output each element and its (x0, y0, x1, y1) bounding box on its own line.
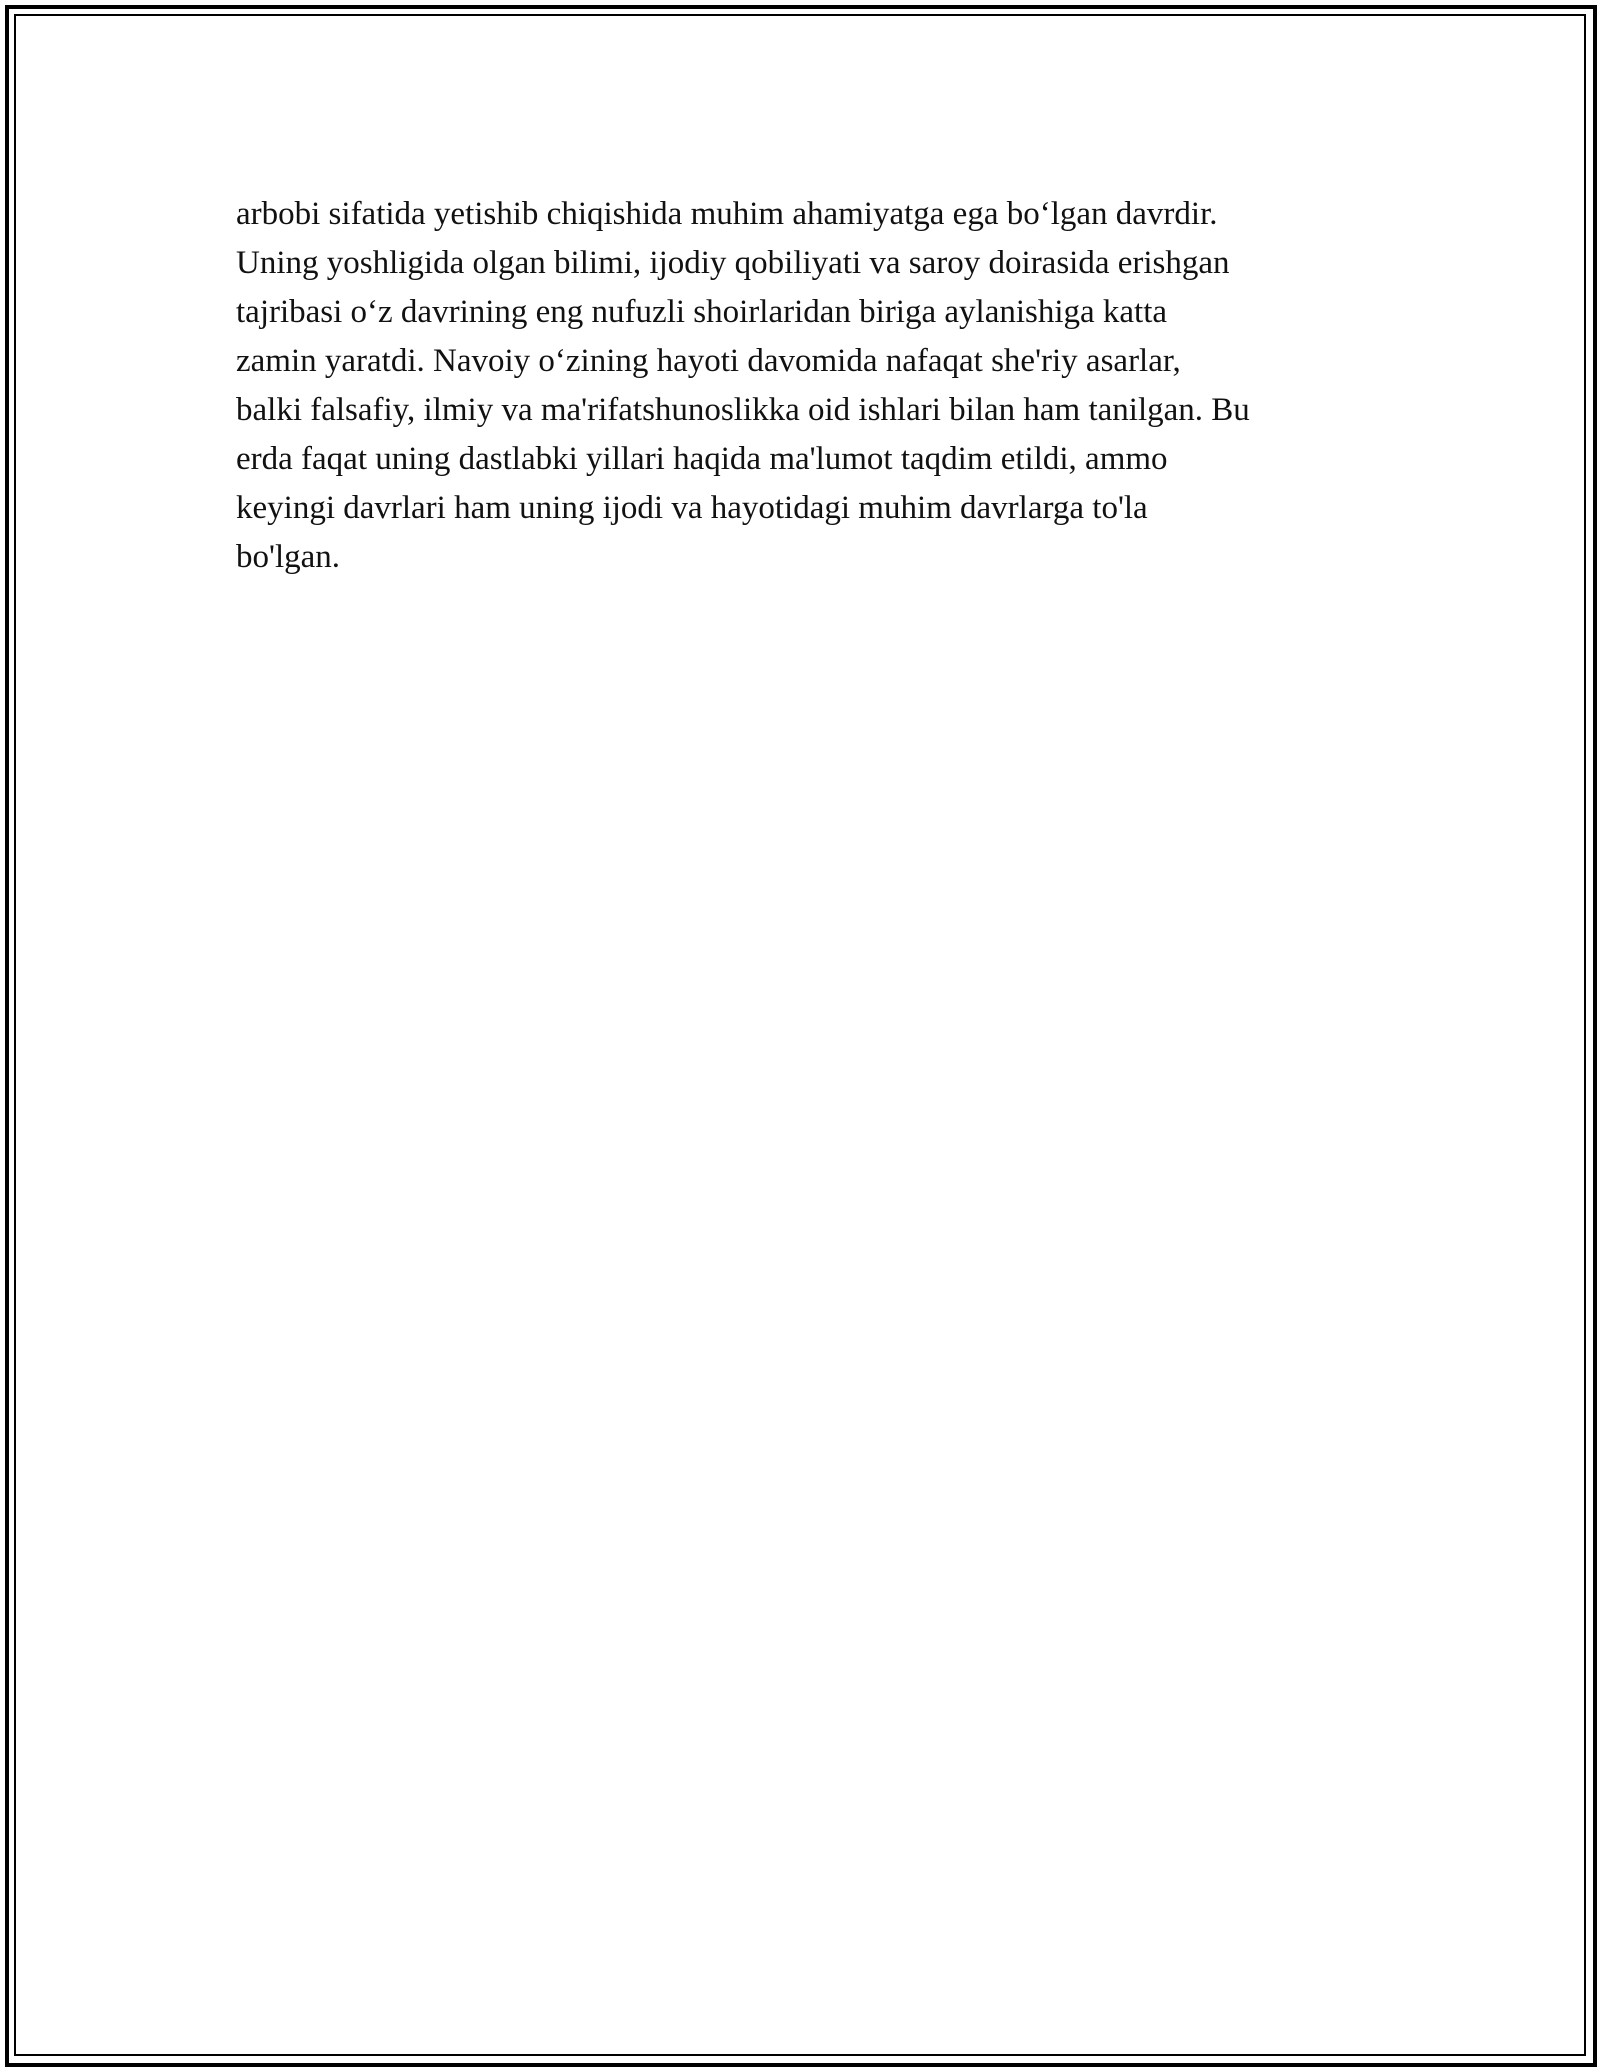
paragraph-line: zamin yaratdi. Navoiy o‘zining hayoti davomida nafaqat she'riy asarlar, (236, 343, 1181, 379)
body-paragraph (236, 190, 1386, 582)
paragraph-line: erda faqat uning dastlabki yillari haqida ma'lumot taqdim etildi, ammo (236, 441, 1168, 477)
paragraph-line: balki falsafiy, ilmiy va ma'rifatshunoslikka oid ishlari bilan ham tanilgan. Bu (236, 392, 1250, 428)
paragraph-line: keyingi davrlari ham uning ijodi va hayotidagi muhim davrlarga to'la (236, 490, 1148, 526)
paragraph-line: bo'lgan. (236, 539, 341, 575)
paragraph-line: arbobi sifatida yetishib chiqishida muhim ahamiyatga ega bo‘lgan davrdir. (236, 196, 1218, 232)
paragraph-line: Uning yoshligida olgan bilimi, ijodiy qobiliyati va saroy doirasida erishgan (236, 245, 1230, 281)
paragraph-line: tajribasi o‘z davrining eng nufuzli shoirlaridan biriga aylanishiga katta (236, 294, 1168, 330)
